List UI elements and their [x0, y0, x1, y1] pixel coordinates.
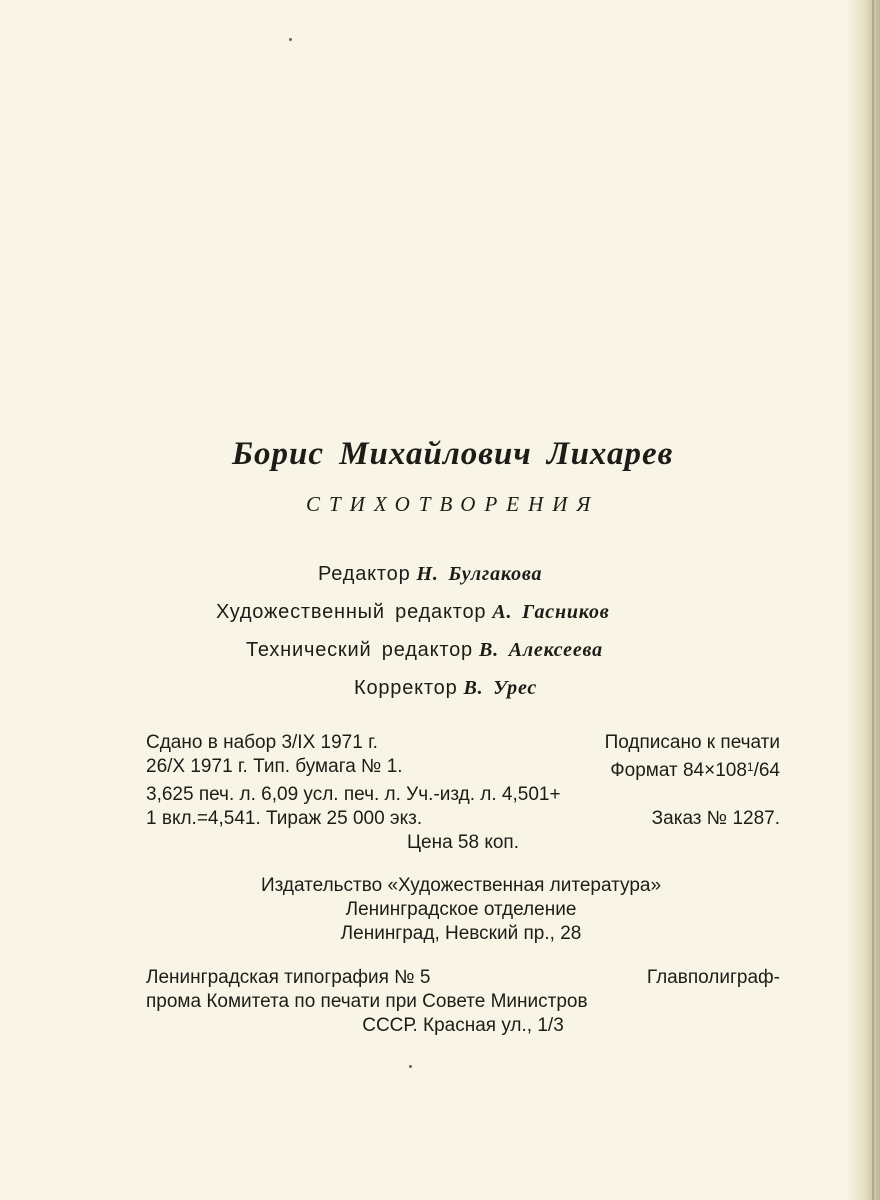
printing-details [146, 731, 780, 855]
paper-speck [289, 38, 292, 41]
imprint-format [610, 755, 780, 783]
imprint-text: /64 [753, 760, 780, 781]
printer-line [146, 966, 780, 990]
imprint-line [146, 755, 780, 783]
imprint-line [146, 731, 780, 755]
imprint-text: Заказ № 1287. [651, 808, 780, 829]
credit-technical-editor [246, 640, 603, 660]
credit-proofreader [354, 678, 537, 698]
printer-address: СССР. Красная ул., 1/3 [362, 1015, 564, 1036]
credit-role: Редактор [318, 563, 411, 585]
page-edge-shadow [846, 0, 880, 1200]
publisher-block [166, 874, 756, 946]
author-name: Борис Михайлович Лихарев [232, 436, 674, 472]
printer-line [146, 990, 780, 1014]
imprint-text: 1 вкл.=4,541. Тираж 25 000 экз. [146, 808, 423, 829]
credit-person: А. Гасников [492, 601, 610, 623]
publisher-branch: Ленинградское отделение [345, 899, 577, 920]
page-edge-line [872, 0, 874, 1200]
imprint-text: 3,625 печ. л. 6,09 усл. печ. л. Уч.-изд. л. 4,501+ [146, 784, 561, 805]
printer-text: Ленинградская типография № 5 [146, 967, 431, 988]
imprint-text: Формат 84×108 [610, 760, 747, 781]
price-line: Цена 58 коп. [406, 832, 520, 853]
paper-speck [409, 1065, 412, 1068]
imprint-superscript: 1 [746, 760, 754, 774]
imprint-text: Подписано к печати [604, 732, 780, 753]
credit-role: Технический редактор [246, 639, 473, 661]
imprint-text: 26/X 1971 г. Тип. бумага № 1. [146, 756, 403, 777]
credit-role: Корректор [354, 677, 458, 699]
credit-person: Н. Булгакова [416, 563, 543, 585]
credit-role: Художественный редактор [216, 601, 487, 623]
imprint-line [146, 807, 780, 831]
imprint-line [146, 783, 780, 807]
printer-text: Главполиграф- [646, 967, 780, 988]
credit-editor [318, 564, 542, 584]
imprint-text: Сдано в набор 3/IX 1971 г. [146, 732, 378, 753]
credit-art-editor [216, 602, 609, 622]
credit-person: В. Алексеева [478, 639, 603, 661]
publisher-name: Издательство «Художественная литература» [260, 875, 662, 896]
printer-text: прома Комитета по печати при Совете Министров [146, 991, 588, 1012]
publisher-address: Ленинград, Невский пр., 28 [340, 923, 582, 944]
book-title: СТИХОТВОРЕНИЯ [306, 492, 600, 516]
printer-block [146, 966, 780, 1038]
credit-person: В. Урес [463, 677, 538, 699]
